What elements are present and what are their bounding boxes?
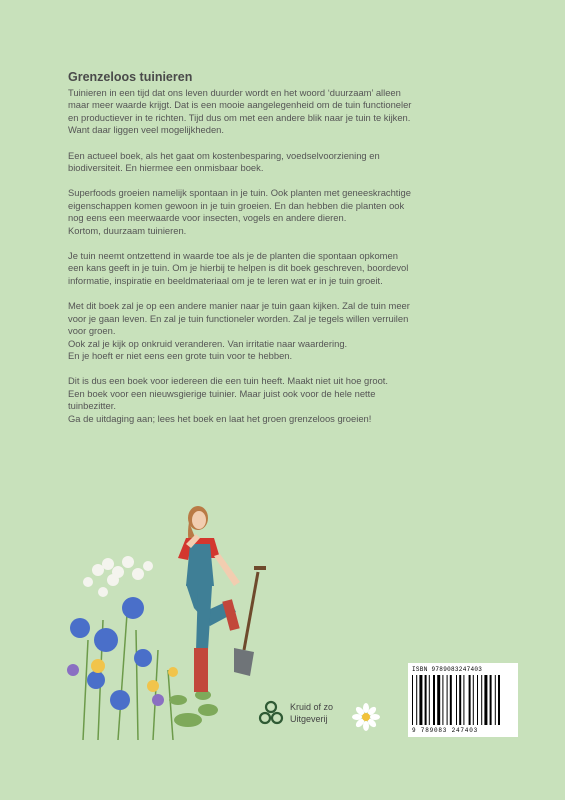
publisher-logo: [258, 700, 333, 726]
isbn-digits: 9 789083 247403: [412, 727, 479, 734]
text-line: biodiversiteit. En hiermee een onmisbaar boek.: [68, 162, 264, 174]
white-flowers-icon: [83, 556, 153, 597]
book-title: Grenzeloos tuinieren: [68, 70, 193, 84]
barcode-bar: [459, 675, 461, 725]
text-line: nog eens een meerwaarde voor insecten, vogels en andere dieren.: [68, 212, 347, 224]
paragraph-5: [68, 300, 488, 362]
paragraph-2: [68, 150, 488, 175]
barcode-bar: [463, 675, 464, 725]
text-line: tuinbezitter.: [68, 400, 116, 412]
publisher-name: [290, 701, 333, 725]
barcode-bars: [412, 675, 514, 725]
text-line: voor groen.: [68, 325, 116, 337]
barcode-bar: [412, 675, 413, 725]
triskelion-icon: [258, 700, 284, 726]
barcode-bar: [484, 675, 487, 725]
cornflower-icon: [70, 597, 152, 710]
barcode-bar: [490, 675, 492, 725]
barcode: [408, 663, 518, 737]
gardener-figure: [178, 506, 266, 692]
barcode-bar: [456, 675, 457, 725]
text-line: Je tuin neemt ontzettend in waarde toe als je de planten die spontaan opkomen: [68, 250, 398, 262]
blurb: [68, 70, 488, 438]
text-line: Een actueel boek, als het gaat om kostenbesparing, voedselvoorziening en: [68, 149, 380, 161]
text-line: Kortom, duurzaam tuinieren.: [68, 224, 187, 236]
text-line: maar meer waarde krijgt. Dat is een mooie aangelegenheid om de tuin functioneler: [68, 99, 412, 111]
text-line: Ook zal je kijk op onkruid veranderen. Van irritatie naar waardering.: [68, 337, 348, 349]
publisher-line-1: Kruid of zo: [290, 702, 334, 712]
gardener-illustration: [58, 500, 288, 740]
text-line: informatie, inspiratie en beeldmateriaal om je te leren wat er in je tuin groeit.: [68, 274, 383, 286]
foliage: [169, 690, 218, 727]
text-line: en productiever in te richten. Tijd dus om met een andere blik naar je tuin te kijken.: [68, 111, 411, 123]
text-line: Met dit boek zal je op een andere manier naar je tuin gaan kijken. Zal de tuin meer: [68, 300, 410, 312]
barcode-bar: [425, 675, 427, 725]
barcode-bar: [416, 675, 417, 725]
text-line: Ga de uitdaging aan; lees het boek en laat het groen grenzeloos groeien!: [68, 412, 372, 424]
text-line: En je hoeft er niet eens een grote tuin voor te hebben.: [68, 349, 293, 361]
text-line: Tuinieren in een tijd dat ons leven duurder wordt en het woord ‘duurzaam’ alleen: [68, 87, 401, 98]
barcode-bar: [495, 675, 496, 725]
text-line: Een boek voor een nieuwsgierige tuinier. Maar juist ook voor de hele nette: [68, 387, 376, 399]
barcode-bar: [429, 675, 430, 725]
daisy-icon: [352, 703, 380, 731]
barcode-bar: [437, 675, 440, 725]
barcode-bar: [469, 675, 471, 725]
barcode-bar: [433, 675, 435, 725]
yellow-flower-icon: [91, 659, 178, 692]
barcode-bar: [419, 675, 422, 725]
barcode-bar: [477, 675, 478, 725]
barcode-bar: [450, 675, 452, 725]
text-line: Dit is dus een boek voor iedereen die een tuin heeft. Maakt niet uit hoe groot.: [68, 375, 388, 387]
paragraph-4: [68, 250, 488, 287]
barcode-bar: [498, 675, 500, 725]
barcode-bar: [473, 675, 474, 725]
paragraph-1: [68, 87, 488, 137]
paragraph-3: [68, 187, 488, 237]
paragraph-6: [68, 375, 488, 425]
text-line: Superfoods groeien namelijk spontaan in je tuin. Ook planten met geneeskrachtige: [68, 187, 411, 199]
text-line: een kans geeft in je tuin. Om je hierbij te helpen is dit boek geschreven, boordevol: [68, 262, 409, 274]
barcode-bar: [481, 675, 482, 725]
text-line: Want daar liggen veel mogelijkheden.: [68, 124, 224, 136]
text-line: voor je gaan leven. En zal je tuin functioneler worden. Zal je tegels willen verruilen: [68, 312, 409, 324]
barcode-bar: [447, 675, 448, 725]
publisher-line-2: Uitgeverij: [290, 714, 328, 724]
barcode-bar: [442, 675, 443, 725]
isbn-label: ISBN 9789083247403: [412, 666, 483, 673]
text-line: eigenschappen komen gewoon in je tuin groeien. En dan hebben die planten ook: [68, 199, 405, 211]
